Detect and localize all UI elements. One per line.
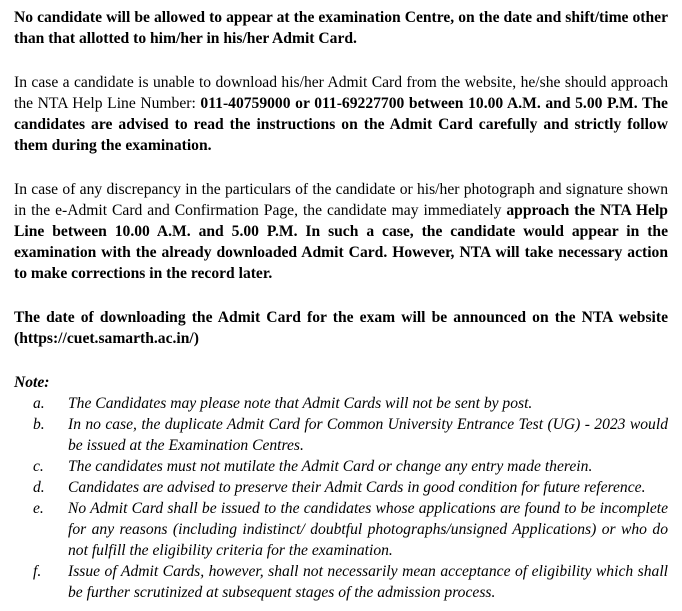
note-text: No Admit Card shall be issued to the candidates whose applications are found to be incomplete for any reasons (including indistinct/ doubtful photographs/unsigned Applications) or who do not fulfill the eligibility criteria for the examination. xyxy=(68,500,668,559)
paragraph-download-date-text: The date of downloading the Admit Card for the exam will be announced on the NTA website (https://cuet.samarth.ac.in/) xyxy=(14,309,668,347)
paragraph-helpline-numbers: 011-40759000 or 011-69227700 between 10.00 A.M. and 5.00 P.M. The candidates are advised to read the instructions on the Admit Card carefully and strictly follow them during the examination. xyxy=(14,95,668,154)
paragraph-discrepancy-intro: In case of any discrepancy in the particulars of the candidate or his/her photograph and signature shown in the e-Admit Card and Confirmation Page, the candidate may immediately xyxy=(14,181,668,219)
paragraph-helpline-intro: In case a candidate is unable to download his/her Admit Card from the website, he/she should approach the NTA Help Line Number: xyxy=(14,74,668,112)
paragraph-discrepancy-action: approach the NTA Help Line between 10.00 A.M. and 5.00 P.M. In such a case, the candidate would appear in the examination with the already downloaded Admit Card. However, NTA will take necessary action to make corrections in the record later. xyxy=(14,202,668,282)
note-list xyxy=(14,393,668,603)
note-title: Note: xyxy=(14,374,50,391)
note-text: Candidates are advised to preserve their Admit Cards in good condition for future reference. xyxy=(68,479,646,496)
note-text: In no case, the duplicate Admit Card for Common University Entrance Test (UG) - 2023 would be issued at the Examination Centres. xyxy=(68,416,668,454)
note-item xyxy=(14,393,668,414)
paragraph-helpline xyxy=(14,72,668,156)
paragraph-download-date xyxy=(14,307,668,349)
note-item xyxy=(14,477,668,498)
note-item xyxy=(14,414,668,456)
note-item xyxy=(14,498,668,561)
note-item xyxy=(14,561,668,603)
note-marker: a. xyxy=(33,395,45,412)
note-marker: d. xyxy=(33,479,45,496)
note-marker: c. xyxy=(33,458,44,475)
note-item xyxy=(14,456,668,477)
note-marker: b. xyxy=(33,416,45,433)
note-text: Issue of Admit Cards, however, shall not necessarily mean acceptance of eligibility which shall be further scrutinized at subsequent stages of the admission process. xyxy=(68,563,668,601)
note-marker: f. xyxy=(33,563,42,580)
paragraph-allotted-centre xyxy=(14,7,668,49)
note-text: The candidates must not mutilate the Admit Card or change any entry made therein. xyxy=(68,458,593,475)
note-text: The Candidates may please note that Admit Cards will not be sent by post. xyxy=(68,395,533,412)
paragraph-allotted-centre-text: No candidate will be allowed to appear at the examination Centre, on the date and shift/time other than that allotted to him/her in his/her Admit Card. xyxy=(14,9,668,47)
paragraph-discrepancy xyxy=(14,179,668,284)
note-marker: e. xyxy=(33,500,44,517)
